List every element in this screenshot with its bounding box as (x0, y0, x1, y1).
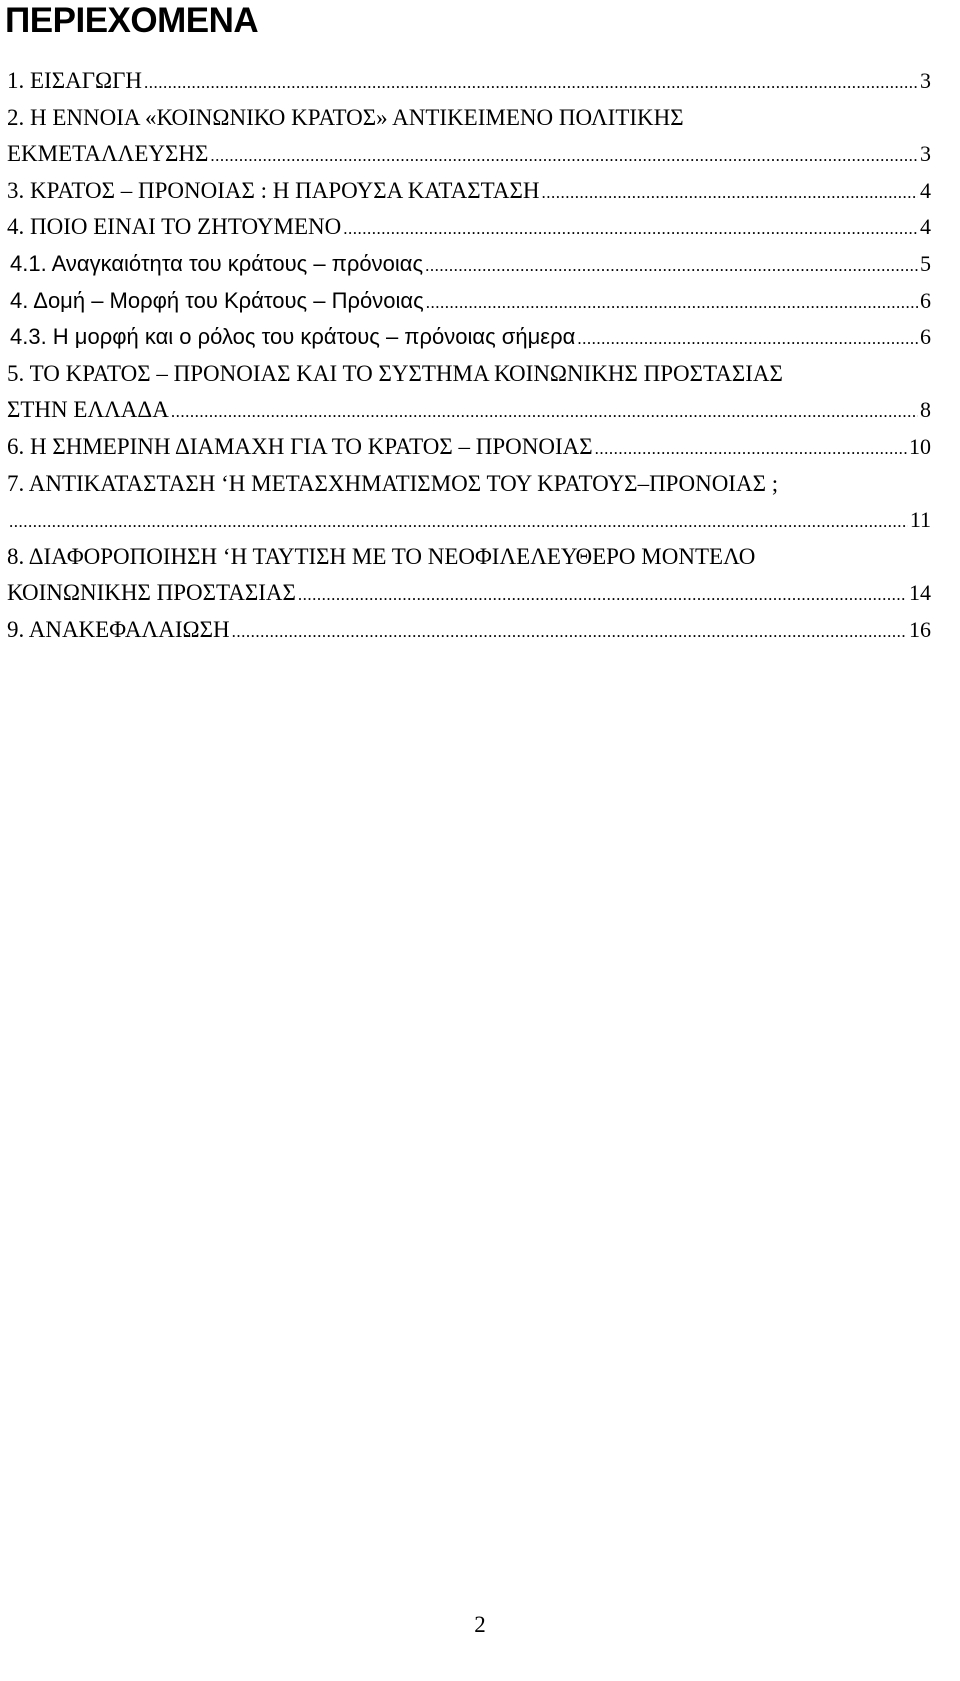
dot-leader (595, 431, 907, 466)
toc-entry-8-line1[interactable]: 8. ΔΙΑΦΟΡΟΠΟΙΗΣΗ ‘Η ΤΑΥΤΙΣΗ ΜΕ ΤΟ ΝΕΟΦΙΛΕΛΕΥΘΕΡΟ ΜΟΝΤΕΛΟ (7, 543, 756, 569)
page-title: ΠΕΡΙΕΧΟΜΕΝΑ (5, 1, 259, 40)
dot-leader (343, 211, 918, 246)
toc-entry-page: 6 (920, 287, 931, 313)
dot-leader (210, 138, 918, 173)
toc-entry-7[interactable] (7, 502, 931, 539)
toc-entry-4-2[interactable] (7, 283, 931, 320)
toc-entry-8[interactable] (7, 575, 931, 612)
dot-leader (577, 321, 918, 356)
dot-leader (232, 614, 907, 649)
page-number: 2 (474, 1612, 486, 1637)
toc-entry-title: 4.3. Η μορφή και ο ρόλος του κράτους – πρόνοιας σήμερα (10, 324, 576, 350)
toc-entry-title: 4. ΠΟΙΟ ΕΙΝΑΙ ΤΟ ΖΗΤΟΥΜΕΝΟ (7, 214, 342, 240)
toc-entry-6[interactable] (7, 429, 931, 466)
toc-entry-9[interactable] (7, 612, 931, 649)
toc-entry-page: 8 (920, 397, 931, 423)
toc-entry-page: 16 (909, 616, 931, 642)
toc-entry-title: 1. ΕΙΣΑΓΩΓΗ (7, 68, 143, 93)
toc-entry-title: 4. Δομή – Μορφή του Κράτους – Πρόνοιας (10, 287, 424, 313)
toc-entry-3[interactable] (7, 173, 931, 210)
toc-entry-page: 5 (920, 250, 931, 276)
toc-entry-title: ΕΚΜΕΤΑΛΛΕΥΣΗΣ (7, 141, 209, 167)
toc-entry-page: 14 (909, 580, 931, 606)
toc-entry-page: 3 (920, 68, 931, 93)
toc-entry-title: ΣΤΗΝ ΕΛΛΑΔΑ (7, 397, 169, 423)
toc-entry-page: 6 (920, 324, 931, 350)
dot-leader (426, 285, 918, 320)
toc-entry-5[interactable] (7, 392, 931, 429)
toc-entry-1[interactable] (7, 63, 931, 100)
toc-entry-4-1[interactable] (7, 246, 931, 283)
toc-entry-page: 4 (920, 177, 931, 203)
toc-entry-4[interactable] (7, 209, 931, 246)
toc-entry-title: 6. Η ΣΗΜΕΡΙΝΗ ΔΙΑΜΑΧΗ ΓΙΑ ΤΟ ΚΡΑΤΟΣ – ΠΡΟΝΟΙΑΣ (7, 433, 593, 459)
toc-entry-title: 3. ΚΡΑΤΟΣ – ΠΡΟΝΟΙΑΣ : Η ΠΑΡΟΥΣΑ ΚΑΤΑΣΤΑΣΗ (7, 177, 540, 203)
toc-entry-title: 4.1. Αναγκαιότητα του κράτους – πρόνοιας (10, 250, 424, 276)
dot-leader (171, 394, 918, 429)
dot-leader (541, 175, 918, 210)
toc-entry-page: 11 (909, 507, 931, 533)
dot-leader (298, 577, 907, 612)
dot-leader (425, 248, 918, 283)
toc-entry-2[interactable] (7, 136, 931, 173)
toc-entry-2-line1[interactable]: 2. Η ΕΝΝΟΙΑ «ΚΟΙΝΩΝΙΚΟ ΚΡΑΤΟΣ» ΑΝΤΙΚΕΙΜΕΝΟ ΠΟΛΙΤΙΚΗΣ (7, 104, 684, 130)
toc-entry-7-line1[interactable]: 7. ΑΝΤΙΚΑΤΑΣΤΑΣΗ ‘Η ΜΕΤΑΣΧΗΜΑΤΙΣΜΟΣ ΤΟΥ ΚΡΑΤΟΥΣ–ΠΡΟΝΟΙΑΣ ; (7, 470, 779, 496)
table-of-contents (7, 63, 931, 649)
toc-entry-4-3[interactable] (7, 319, 931, 356)
toc-entry-title: 9. ΑΝΑΚΕΦΑΛΑΙΩΣΗ (7, 616, 230, 642)
toc-entry-page: 10 (909, 433, 931, 459)
toc-entry-page: 4 (920, 214, 931, 240)
dot-leader (144, 65, 918, 100)
toc-entry-page: 3 (920, 141, 931, 167)
toc-entry-5-line1[interactable]: 5. ΤΟ ΚΡΑΤΟΣ – ΠΡΟΝΟΙΑΣ ΚΑΙ ΤΟ ΣΥΣΤΗΜΑ ΚΟΙΝΩΝΙΚΗΣ ΠΡΟΣΤΑΣΙΑΣ (7, 360, 783, 386)
dot-leader (9, 504, 908, 539)
toc-entry-title: ΚΟΙΝΩΝΙΚΗΣ ΠΡΟΣΤΑΣΙΑΣ (7, 580, 296, 606)
